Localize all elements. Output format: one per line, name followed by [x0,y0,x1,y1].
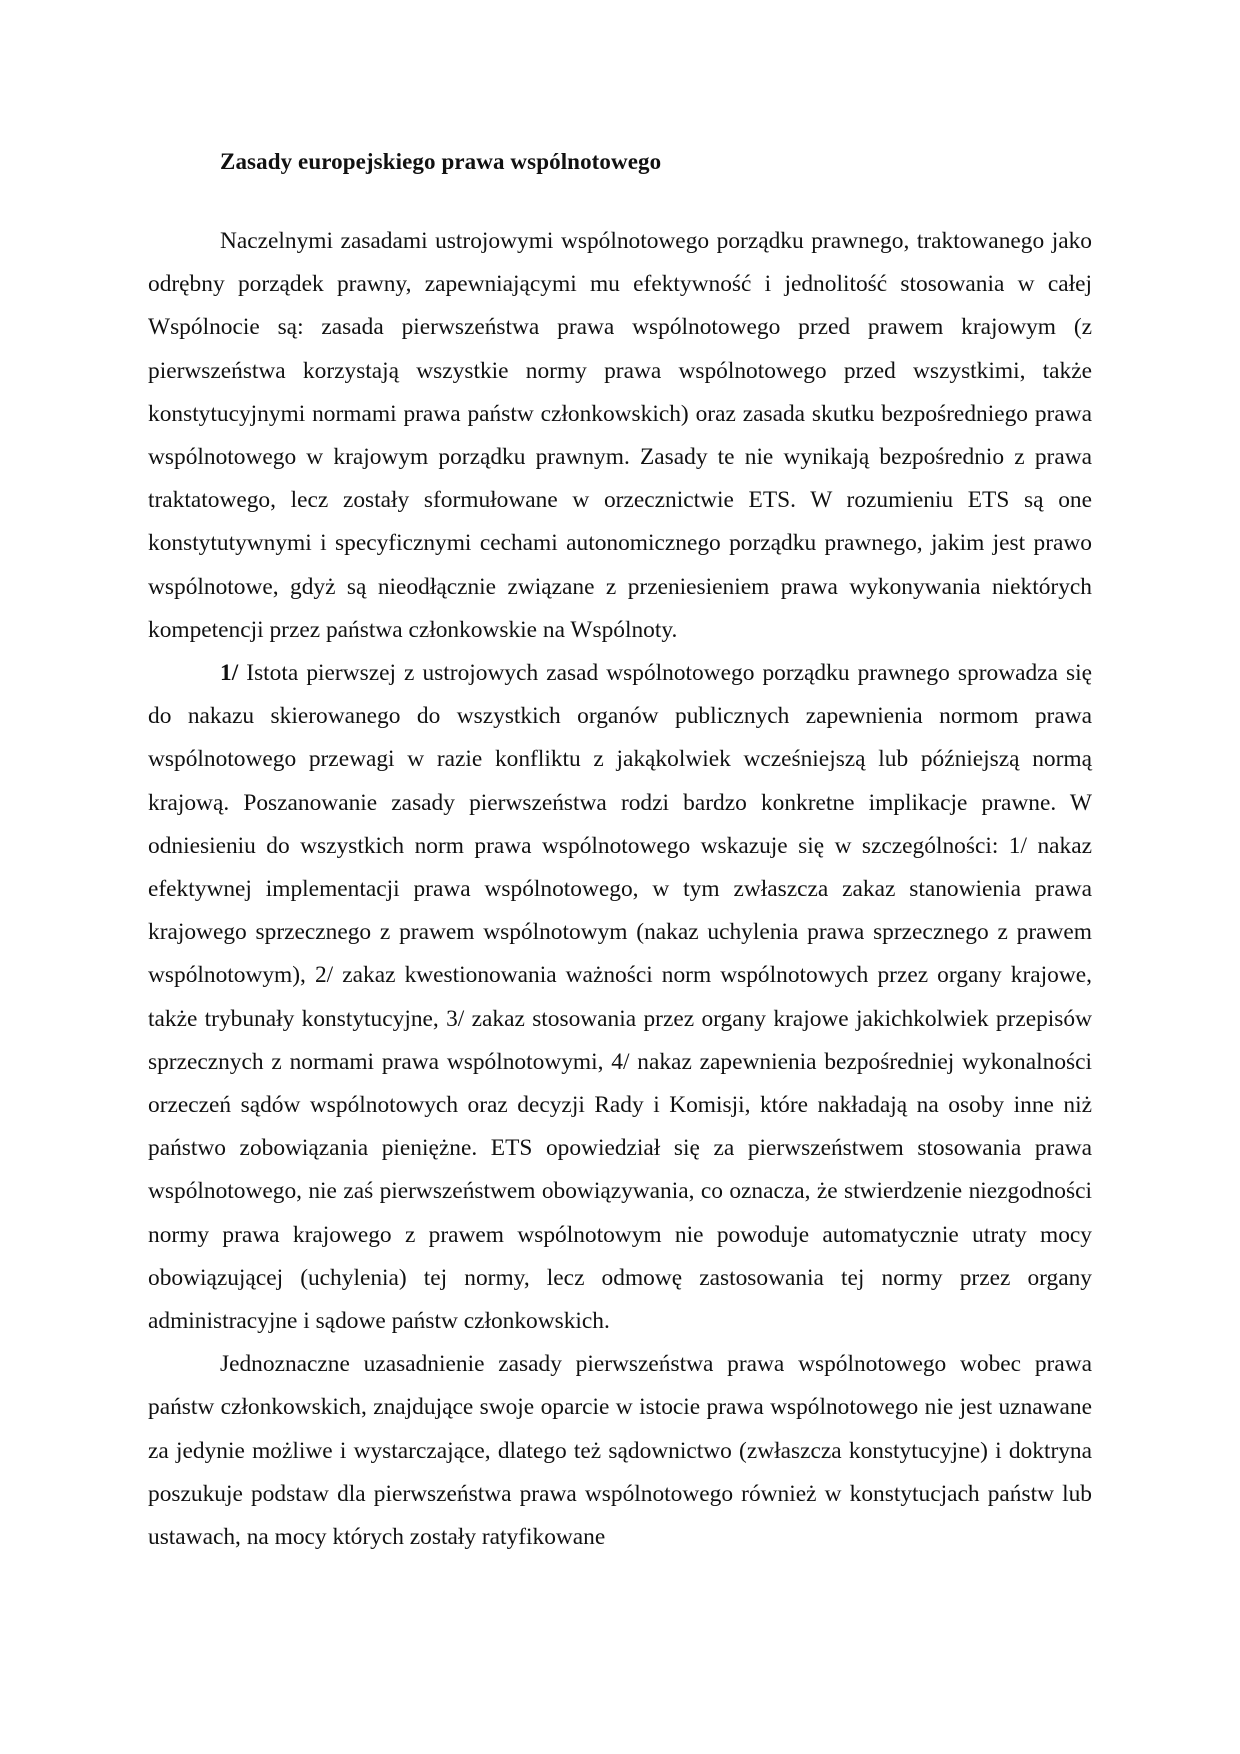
paragraph-3 [148,1343,1092,1559]
paragraph-1 [148,220,1092,652]
paragraph-2-text: Istota pierwszej z ustrojowych zasad wspólnotowego porządku prawnego sprowadza się do nakazu skierowanego do wszystkich organów publicznych zapewnienia normom prawa wspólnotowego przewagi w razie konfliktu z jakąkolwiek wcześniejszą lub późniejszą normą krajową. Poszanowanie zasady pierwszeństwa rodzi bardzo konkretne implikacje prawne. W odniesieniu do wszystkich norm prawa wspólnotowego wskazuje się w szczególności: 1/ nakaz efektywnej implementacji prawa wspólnotowego, w tym zwłaszcza zakaz stanowienia prawa krajowego sprzecznego z prawem wspólnotowym (nakaz uchylenia prawa sprzecznego z prawem wspólnotowym), 2/ zakaz kwestionowania ważności norm wspólnotowych przez organy krajowe, także trybunały konstytucyjne, 3/ zakaz stosowania przez organy krajowe jakichkolwiek przepisów sprzecznych z normami prawa wspólnotowymi, 4/ nakaz zapewnienia bezpośredniej wykonalności orzeczeń sądów wspólnotowych oraz decyzji Rady i Komisji, które nakładają na osoby inne niż państwo zobowiązania pieniężne. ETS opowiedział się za pierwszeństwem stosowania prawa wspólnotowego, nie zaś pierwszeństwem obowiązywania, co oznacza, że stwierdzenie niezgodności normy prawa krajowego z prawem wspólnotowym nie powoduje automatycznie utraty mocy obowiązującej (uchylenia) tej normy, lecz odmowę zastosowania tej normy przez organy administracyjne i sądowe państw członkowskich. [148,660,1092,1335]
paragraph-2-marker: 1/ [220,660,239,687]
paragraph-1-text: Naczelnymi zasadami ustrojowymi wspólnotowego porządku prawnego, traktowanego jako odrębny porządek prawny, zapewniającymi mu efektywność i jednolitość stosowania w całej Wspólnocie są: zasada pierwszeństwa prawa wspólnotowego przed prawem krajowym (z pierwszeństwa korzystają wszystkie normy prawa wspólnotowego przed wszystkimi, także konstytucyjnymi normami prawa państw członkowskich) oraz zasada skutku bezpośredniego prawa wspólnotowego w krajowym porządku prawnym. Zasady te nie wynikają bezpośrednio z prawa traktatowego, lecz zostały sformułowane w orzecznictwie ETS. W rozumieniu ETS są one konstytutywnymi i specyficznymi cechami autonomicznego porządku prawnego, jakim jest prawo wspólnotowe, gdyż są nieodłącznie związane z przeniesieniem prawa wykonywania niektórych kompetencji przez państwa członkowskie na Wspólnoty. [148,228,1092,643]
document-page [148,140,1092,1559]
paragraph-3-text: Jednoznaczne uzasadnienie zasady pierwszeństwa prawa wspólnotowego wobec prawa państw członkowskich, znajdujące swoje oparcie w istocie prawa wspólnotowego nie jest uznawane za jedynie możliwe i wystarczające, dlatego też sądownictwo (zwłaszcza konstytucyjne) i doktryna poszukuje podstaw dla pierwszeństwa prawa wspólnotowego również w konstytucjach państw lub ustawach, na mocy których zostały ratyfikowane [148,1351,1092,1551]
paragraph-2 [148,652,1092,1343]
document-title: Zasady europejskiego prawa wspólnotowego [220,149,662,174]
